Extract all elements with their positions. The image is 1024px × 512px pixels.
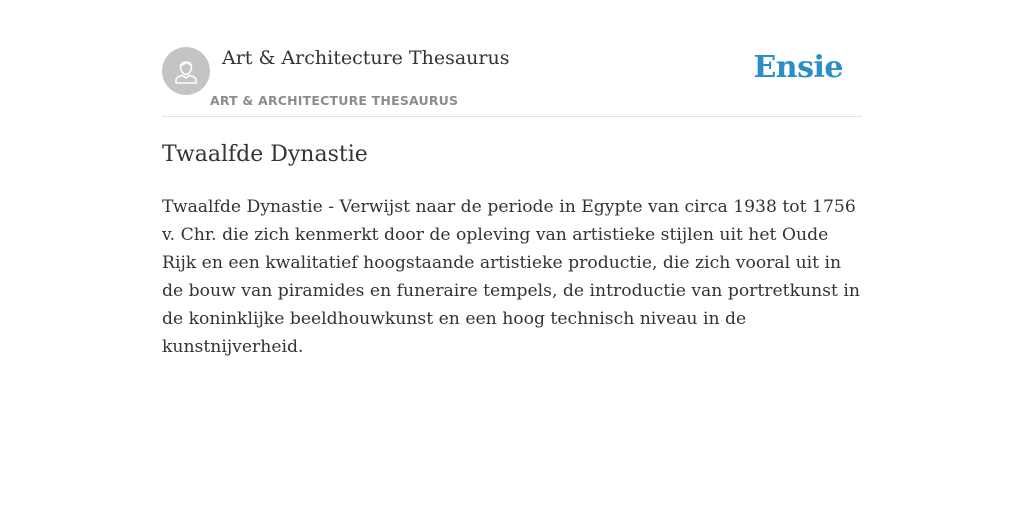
source-title[interactable]: Art & Architecture Thesaurus: [222, 47, 510, 69]
source-subtitle[interactable]: ART & ARCHITECTURE THESAURUS: [210, 93, 459, 108]
brand-logo[interactable]: Ensie: [753, 50, 843, 85]
avatar[interactable]: [162, 47, 210, 95]
user-silhouette-icon: [162, 47, 210, 95]
page-title: Twaalfde Dynastie: [162, 142, 368, 167]
source-header: [162, 46, 862, 117]
definition-text: Twaalfde Dynastie - Verwijst naar de periode in Egypte van circa 1938 tot 1756 v. Chr. die zich kenmerkt door de opleving van artistieke stijlen uit het Oude Rijk en een kwalitatief hoogstaande artistieke productie, die zich vooral uit in de bouw van piramides en funeraire tempels, de introductie van portretkunst in de koninklijke beeldhouwkunst en een hoog technisch niveau in de kunstnijverheid.: [162, 197, 860, 357]
